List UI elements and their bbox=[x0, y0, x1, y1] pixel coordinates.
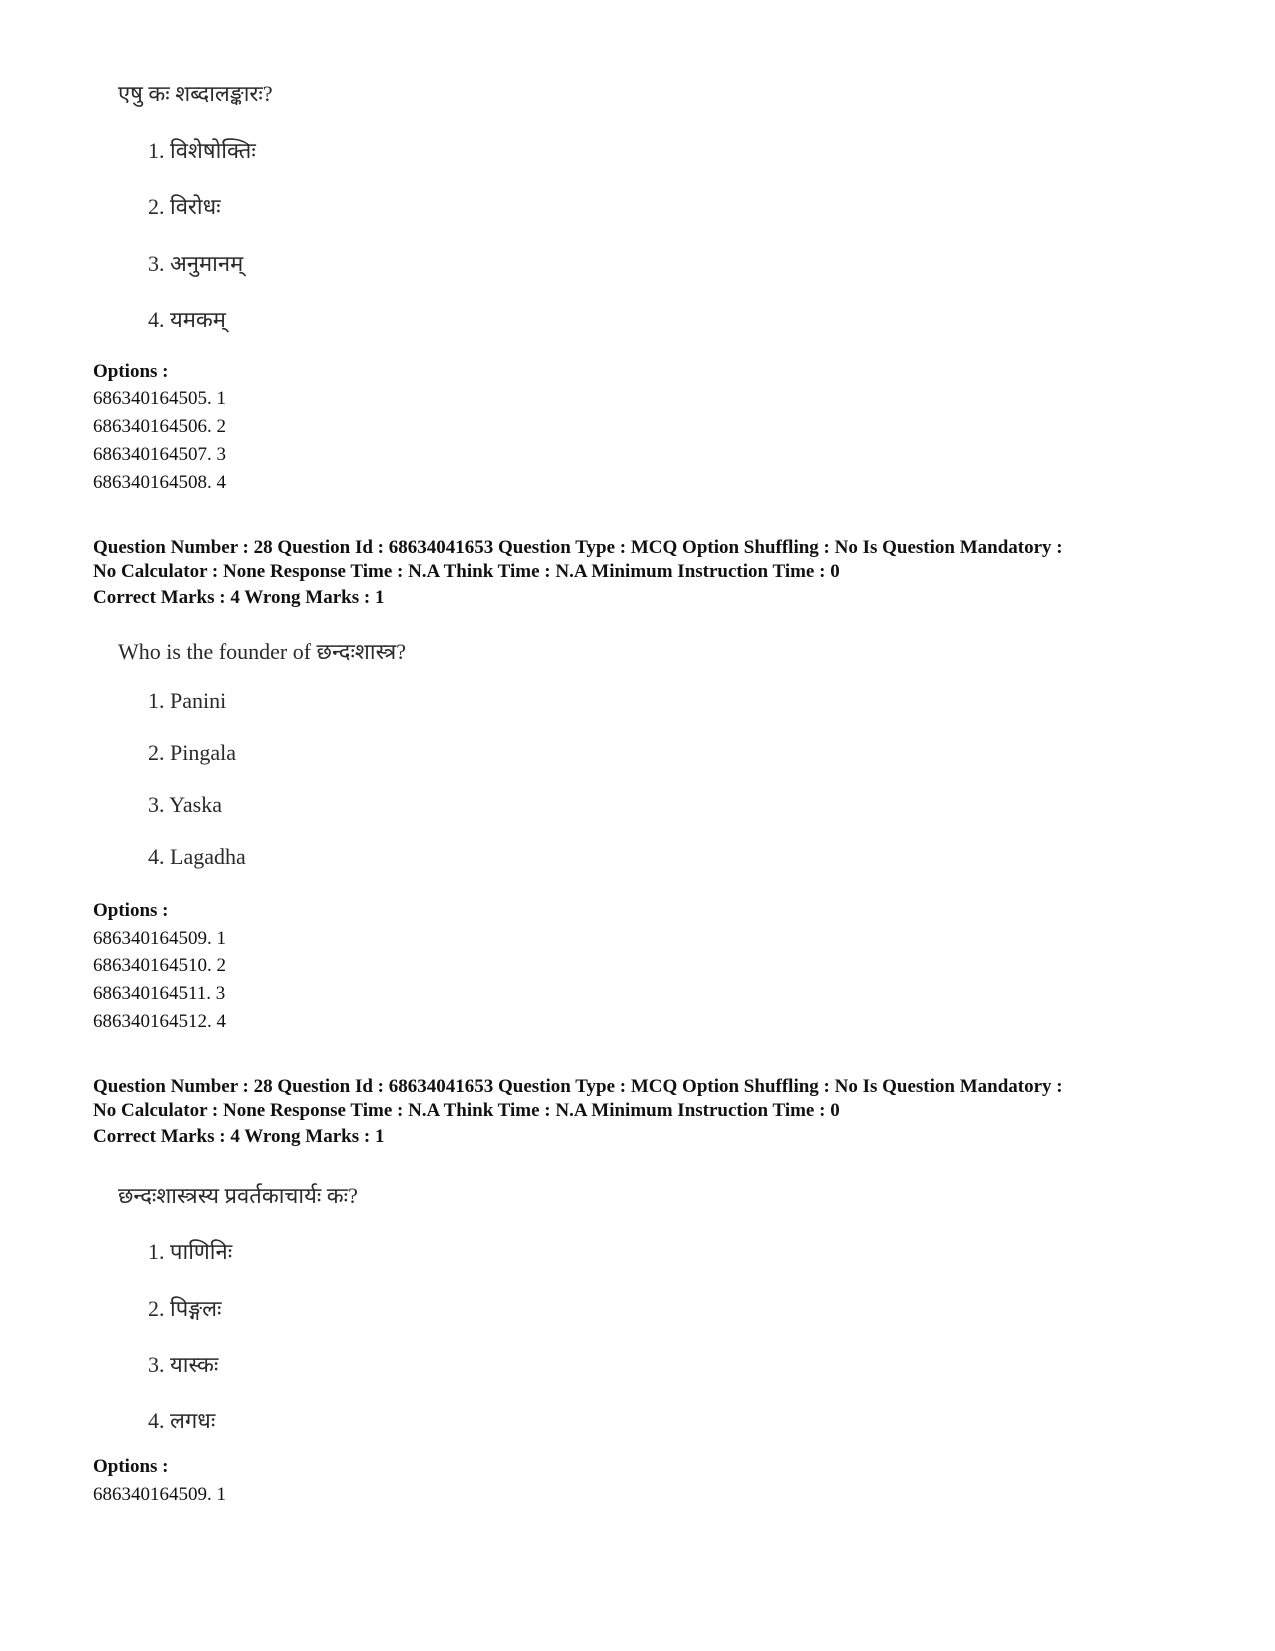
choice-item: 1. विशेषोक्तिः bbox=[148, 138, 256, 163]
choice-item: 2. पिङ्गलः bbox=[148, 1296, 222, 1321]
choice-item: 3. अनुमानम् bbox=[148, 251, 244, 276]
question-meta-line: No Calculator : None Response Time : N.A Think Time : N.A Minimum Instruction Time : 0 bbox=[93, 1100, 840, 1121]
options-heading: Options : bbox=[93, 900, 169, 921]
option-line: 686340164509. 1 bbox=[93, 1484, 226, 1505]
choice-item: 2. विरोधः bbox=[148, 194, 221, 219]
option-line: 686340164511. 3 bbox=[93, 983, 226, 1004]
choice-item: 1. पाणिनिः bbox=[148, 1239, 233, 1264]
choice-item: 4. लगधः bbox=[148, 1408, 216, 1433]
options-heading: Options : bbox=[93, 361, 169, 382]
option-line: 686340164512. 4 bbox=[93, 1011, 226, 1032]
question-meta-line: Question Number : 28 Question Id : 68634041653 Question Type : MCQ Option Shuffling : No Is Question Mandatory : bbox=[93, 537, 1063, 558]
marks-line: Correct Marks : 4 Wrong Marks : 1 bbox=[93, 587, 385, 608]
question-text: Who is the founder of छन्दःशास्त्र? bbox=[118, 639, 407, 664]
option-line: 686340164505. 1 bbox=[93, 388, 226, 409]
choice-item: 1. Panini bbox=[148, 688, 227, 713]
option-line: 686340164508. 4 bbox=[93, 472, 226, 493]
choice-item: 4. Lagadha bbox=[148, 844, 246, 869]
choice-item: 3. Yaska bbox=[148, 792, 222, 817]
question-text: एषु कः शब्दालङ्कारः? bbox=[118, 81, 273, 106]
choice-item: 4. यमकम् bbox=[148, 307, 226, 332]
marks-line: Correct Marks : 4 Wrong Marks : 1 bbox=[93, 1126, 385, 1147]
question-meta-line: No Calculator : None Response Time : N.A Think Time : N.A Minimum Instruction Time : 0 bbox=[93, 561, 840, 582]
choice-item: 2. Pingala bbox=[148, 740, 236, 765]
choice-item: 3. यास्कः bbox=[148, 1352, 219, 1377]
question-meta-line: Question Number : 28 Question Id : 68634041653 Question Type : MCQ Option Shuffling : No Is Question Mandatory : bbox=[93, 1076, 1063, 1097]
option-line: 686340164506. 2 bbox=[93, 416, 226, 437]
question-meta bbox=[93, 1075, 1193, 1123]
options-heading: Options : bbox=[93, 1456, 169, 1477]
question-text: छन्दःशास्त्रस्य प्रवर्तकाचार्यः कः? bbox=[118, 1183, 358, 1208]
question-meta bbox=[93, 536, 1193, 584]
option-line: 686340164509. 1 bbox=[93, 928, 226, 949]
option-line: 686340164510. 2 bbox=[93, 955, 226, 976]
option-line: 686340164507. 3 bbox=[93, 444, 226, 465]
